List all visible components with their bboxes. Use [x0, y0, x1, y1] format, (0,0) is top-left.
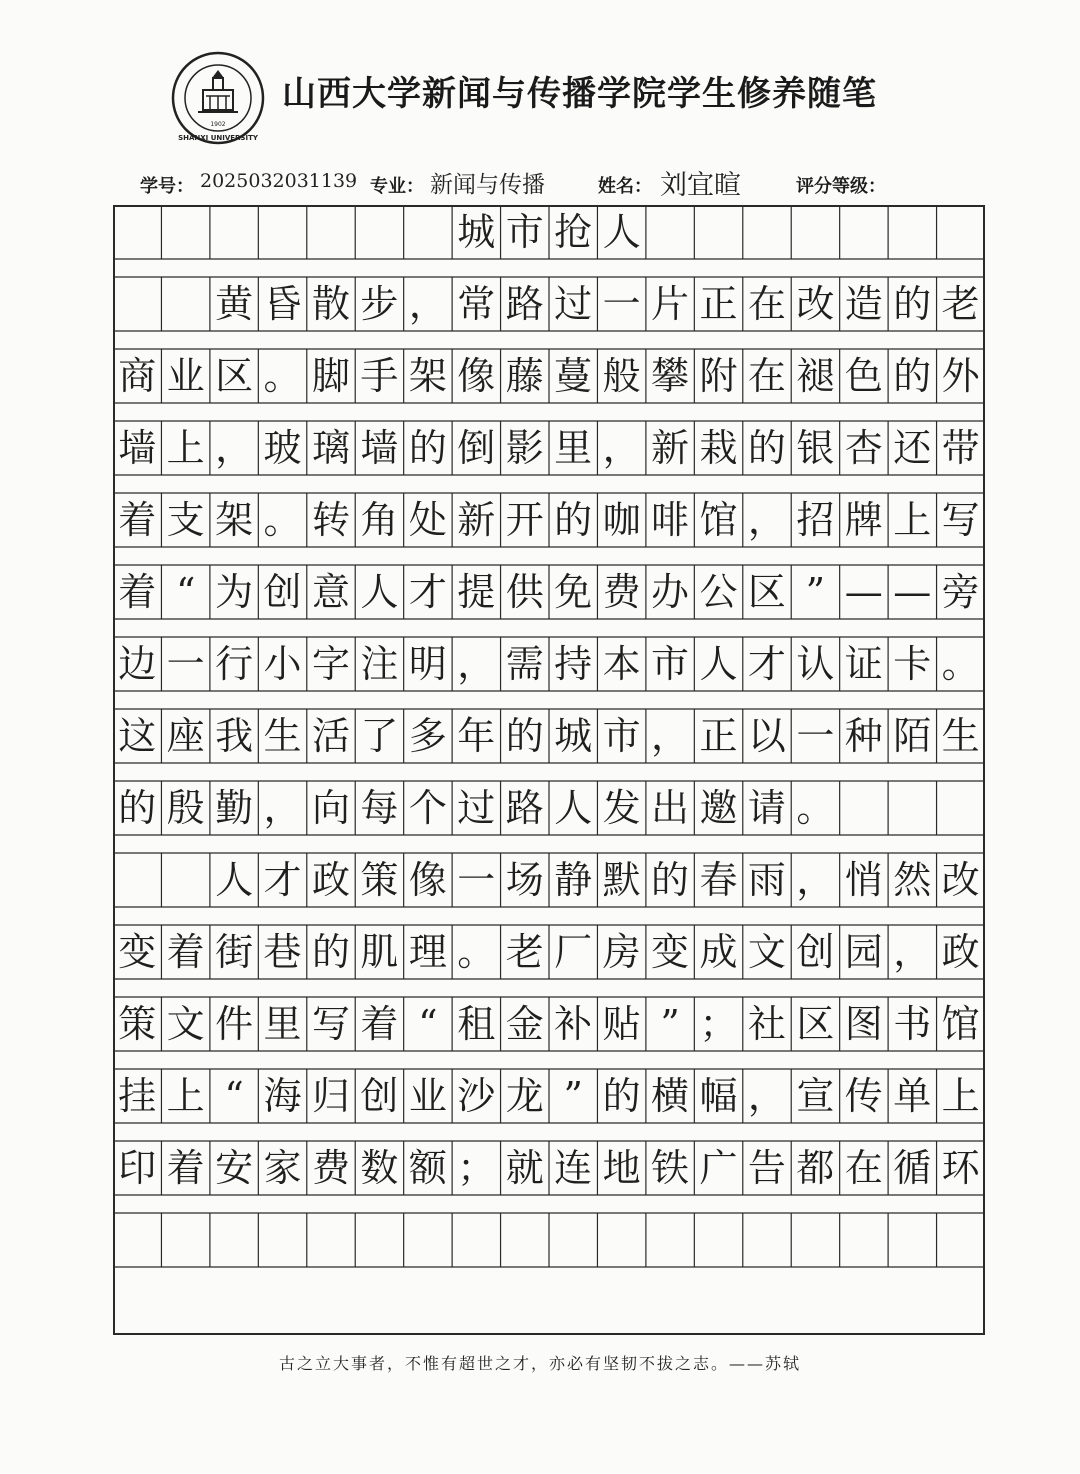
essay-char: 馆	[699, 498, 738, 542]
essay-char: ，	[408, 282, 447, 326]
essay-char: 昏	[263, 282, 302, 326]
essay-char: 支	[166, 498, 205, 542]
essay-char: ”	[805, 570, 826, 614]
essay-char: 路	[505, 786, 544, 830]
title-char	[936, 205, 984, 259]
essay-char: 厂	[554, 930, 593, 974]
essay-char: 路	[505, 282, 544, 326]
essay-char: 写	[941, 498, 980, 542]
university-seal-logo	[170, 50, 266, 146]
essay-char: 脚	[311, 354, 350, 398]
essay-char: 龙	[505, 1074, 544, 1118]
essay-char: 在	[747, 354, 786, 398]
essay-char: 边	[118, 642, 157, 686]
essay-char: 区	[215, 354, 254, 398]
essay-char: ，	[796, 858, 835, 902]
essay-char: 我	[215, 714, 254, 758]
essay-char: 架	[408, 354, 447, 398]
essay-char: 造	[844, 282, 883, 326]
essay-char: 变	[118, 930, 157, 974]
essay-char: 铁	[651, 1146, 690, 1190]
essay-char: 墙	[118, 426, 157, 470]
essay-char: 步	[360, 282, 399, 326]
essay-char: ，	[747, 1074, 786, 1118]
title-char: 市	[505, 210, 544, 254]
essay-char: 银	[796, 426, 835, 470]
student-id-label: 学号：	[140, 176, 194, 197]
title-char	[791, 205, 839, 259]
student-id-value: 2025032031139	[200, 170, 358, 192]
essay-char: 费	[311, 1146, 350, 1190]
essay-char: 证	[844, 642, 883, 686]
essay-char: 新	[457, 498, 496, 542]
title-char	[646, 205, 694, 259]
essay-char: “	[418, 1002, 438, 1046]
title-char: 抢	[554, 210, 593, 254]
name-label: 姓名：	[598, 176, 652, 197]
essay-char: 架	[215, 498, 254, 542]
essay-char: 在	[844, 1146, 883, 1190]
title-char	[888, 205, 936, 259]
title-char	[113, 205, 161, 259]
essay-char: 都	[796, 1146, 835, 1190]
essay-char: 的	[408, 426, 447, 470]
essay-char: 才	[263, 858, 302, 902]
essay-line	[113, 1141, 985, 1195]
essay-char: 过	[554, 282, 593, 326]
essay-char: 向	[311, 786, 350, 830]
essay-char: 黄	[215, 282, 254, 326]
essay-char: 正	[699, 714, 738, 758]
essay-char: 一	[602, 282, 641, 326]
essay-char: 栽	[699, 426, 738, 470]
essay-char: “	[175, 570, 196, 614]
essay-line	[113, 637, 985, 691]
essay-char: 人	[360, 570, 399, 614]
essay-line	[113, 421, 985, 475]
essay-char	[161, 277, 209, 331]
essay-char: 件	[215, 1002, 254, 1046]
essay-char: 。	[263, 498, 302, 542]
essay-char: 了	[360, 714, 399, 758]
essay-char: 散	[311, 282, 350, 326]
essay-char: 创	[796, 930, 835, 974]
title-char	[258, 205, 306, 259]
essay-char: ，	[457, 642, 496, 686]
essay-char: 行	[215, 642, 254, 686]
essay-char: 肌	[360, 930, 399, 974]
essay-char: 卡	[893, 642, 932, 686]
essay-char: 影	[505, 426, 544, 470]
footer-quote: 古之立大事者，不惟有超世之才，亦必有坚韧不拔之志。——苏轼	[278, 1354, 801, 1373]
essay-char: 人	[215, 858, 254, 902]
essay-char: 贴	[602, 1002, 641, 1046]
essay-char: 金	[505, 1002, 544, 1046]
essay-char: 字	[311, 642, 350, 686]
essay-char: 的	[893, 354, 932, 398]
essay-char: —	[893, 570, 932, 614]
essay-char: 挂	[118, 1074, 157, 1118]
essay-char: 种	[844, 714, 883, 758]
essay-char: 为	[215, 570, 254, 614]
essay-char: 座	[166, 714, 205, 758]
essay-char: 小	[263, 642, 302, 686]
essay-char: 地	[602, 1146, 641, 1190]
essay-char: 场	[505, 858, 544, 902]
essay-char: 多	[408, 714, 447, 758]
essay-char: 墙	[360, 426, 399, 470]
essay-char: —	[844, 570, 883, 614]
essay-char: 图	[844, 1002, 883, 1046]
essay-char: 色	[844, 354, 883, 398]
essay-char: 发	[602, 786, 641, 830]
essay-char	[888, 781, 936, 835]
essay-char: 策	[360, 858, 399, 902]
essay-char: 还	[893, 426, 932, 470]
essay-char: 市	[602, 714, 641, 758]
grade-label: 评分等级：	[796, 176, 886, 197]
essay-line	[113, 925, 985, 979]
essay-char: 手	[360, 354, 399, 398]
major-value: 新闻与传播	[430, 172, 545, 198]
essay-char: 就	[505, 1146, 544, 1190]
essay-char: 勤	[215, 786, 254, 830]
essay-char: 杏	[844, 426, 883, 470]
essay-char: 这	[118, 714, 157, 758]
page-title: 山西大学新闻与传播学院学生修养随笔	[282, 74, 877, 114]
essay-char: 供	[505, 570, 544, 614]
essay-char: 在	[747, 282, 786, 326]
essay-char: 藤	[505, 354, 544, 398]
essay-char: 明	[408, 642, 447, 686]
essay-char: 常	[457, 282, 496, 326]
essay-char: 生	[941, 714, 980, 758]
essay-char: 静	[554, 858, 593, 902]
essay-line	[113, 853, 985, 907]
essay-char: 连	[554, 1146, 593, 1190]
essay-char: ；	[699, 1002, 738, 1046]
essay-char: 房	[602, 930, 641, 974]
essay-char: 书	[893, 1002, 932, 1046]
essay-line	[113, 565, 985, 619]
title-char	[404, 205, 452, 259]
essay-char: 活	[311, 714, 350, 758]
essay-char: 本	[602, 642, 641, 686]
essay-char: 业	[166, 354, 205, 398]
essay-char: ”	[660, 1002, 680, 1046]
essay-char: 人	[554, 786, 593, 830]
essay-char: 带	[941, 426, 980, 470]
essay-char: 额	[408, 1146, 447, 1190]
essay-char: 政	[941, 930, 980, 974]
essay-char: 区	[796, 1002, 835, 1046]
essay-char: 里	[263, 1002, 302, 1046]
essay-char: 广	[699, 1146, 738, 1190]
essay-char: 的	[554, 498, 593, 542]
essay-char: 上	[166, 426, 205, 470]
essay-char: 处	[408, 498, 447, 542]
essay-char: 改	[941, 858, 980, 902]
essay-char: ”	[563, 1074, 583, 1118]
essay-char: 外	[941, 354, 980, 398]
essay-char: 的	[651, 858, 690, 902]
essay-char: 上	[166, 1074, 205, 1118]
name-value: 刘宜暄	[660, 170, 741, 201]
essay-char: 海	[263, 1074, 302, 1118]
essay-char: 传	[844, 1074, 883, 1118]
essay-char: 开	[505, 498, 544, 542]
essay-char: 像	[457, 354, 496, 398]
essay-char: 一	[166, 642, 205, 686]
essay-char: 啡	[651, 498, 690, 542]
essay-char: 的	[505, 714, 544, 758]
essay-char: 默	[602, 858, 641, 902]
essay-char: 般	[602, 354, 641, 398]
essay-char: 然	[893, 858, 932, 902]
essay-char: 老	[505, 930, 544, 974]
essay-line	[113, 349, 985, 403]
essay-char: 循	[893, 1146, 932, 1190]
title-char	[307, 205, 355, 259]
essay-char: 幅	[699, 1074, 738, 1118]
essay-char: 咖	[602, 498, 641, 542]
essay-char: 归	[311, 1074, 350, 1118]
essay-char: 租	[457, 1002, 496, 1046]
essay-char: ；	[457, 1146, 496, 1190]
essay-line	[113, 1069, 985, 1123]
essay-char: 的	[893, 282, 932, 326]
essay-char: 春	[699, 858, 738, 902]
essay-char: 雨	[747, 858, 786, 902]
essay-char: ，	[263, 786, 302, 830]
essay-char: 持	[554, 642, 593, 686]
essay-char: 着	[118, 570, 157, 614]
essay-line	[113, 493, 985, 547]
essay-char: 办	[651, 570, 690, 614]
essay-char: 。	[457, 930, 496, 974]
essay-char: 才	[408, 570, 447, 614]
essay-char: 意	[311, 570, 350, 614]
essay-char: 以	[747, 714, 786, 758]
essay-char: “	[224, 1074, 244, 1118]
essay-char: 。	[941, 642, 980, 686]
essay-char: 正	[699, 282, 738, 326]
essay-title	[113, 205, 985, 259]
essay-char: 的	[311, 930, 350, 974]
essay-char	[113, 277, 161, 331]
essay-line	[113, 781, 985, 835]
essay-char: 璃	[311, 426, 350, 470]
essay-char: 商	[118, 354, 157, 398]
essay-char: 写	[311, 1002, 350, 1046]
essay-char: 巷	[263, 930, 302, 974]
essay-char: 创	[263, 570, 302, 614]
essay-char: 改	[796, 282, 835, 326]
essay-char: ，	[602, 426, 641, 470]
essay-char	[161, 853, 209, 907]
essay-char: 需	[505, 642, 544, 686]
essay-char: 文	[747, 930, 786, 974]
essay-char: 沙	[457, 1074, 496, 1118]
essay-char: 上	[941, 1074, 980, 1118]
essay-char: 策	[118, 1002, 157, 1046]
essay-char: 社	[747, 1002, 786, 1046]
essay-char: 转	[311, 498, 350, 542]
essay-char: 区	[747, 570, 786, 614]
essay-char: 公	[699, 570, 738, 614]
essay-char: 费	[602, 570, 641, 614]
essay-char: 片	[651, 282, 690, 326]
essay-char: 个	[408, 786, 447, 830]
essay-char: 蔓	[554, 354, 593, 398]
essay-char: 园	[844, 930, 883, 974]
essay-char: 一	[796, 714, 835, 758]
essay-char: 过	[457, 786, 496, 830]
essay-char: 上	[893, 498, 932, 542]
essay-char: 补	[554, 1002, 593, 1046]
essay-char: ，	[651, 714, 690, 758]
essay-char: 文	[166, 1002, 205, 1046]
essay-char: 请	[747, 786, 786, 830]
essay-char: 市	[651, 642, 690, 686]
essay-char: 安	[215, 1146, 254, 1190]
essay-char: 宣	[796, 1074, 835, 1118]
essay-char: 馆	[941, 1002, 980, 1046]
essay-char: 着	[118, 498, 157, 542]
essay-char: 旁	[941, 570, 980, 614]
essay-char: 的	[602, 1074, 641, 1118]
title-char	[840, 205, 888, 259]
essay-char: 印	[118, 1146, 157, 1190]
essay-char: 邀	[699, 786, 738, 830]
student-info-row	[140, 172, 1000, 202]
essay-char: 年	[457, 714, 496, 758]
essay-char: 殷	[166, 786, 205, 830]
essay-char: 陌	[893, 714, 932, 758]
essay-char: 成	[699, 930, 738, 974]
essay-writing-grid	[113, 205, 985, 1335]
essay-char: 数	[360, 1146, 399, 1190]
essay-char: 免	[554, 570, 593, 614]
essay-char: 单	[893, 1074, 932, 1118]
essay-char: 注	[360, 642, 399, 686]
essay-char: 家	[263, 1146, 302, 1190]
essay-char: 政	[311, 858, 350, 902]
svg-text:1902: 1902	[210, 121, 226, 128]
essay-char: 街	[215, 930, 254, 974]
essay-char: 城	[554, 714, 593, 758]
svg-text:SHANXI UNIVERSITY: SHANXI UNIVERSITY	[178, 134, 258, 142]
essay-line	[113, 277, 985, 331]
essay-char	[840, 781, 888, 835]
essay-char: 每	[360, 786, 399, 830]
essay-char: 提	[457, 570, 496, 614]
essay-char: 认	[796, 642, 835, 686]
essay-char: ，	[893, 930, 932, 974]
essay-char: 横	[651, 1074, 690, 1118]
essay-char: 。	[796, 786, 835, 830]
essay-char: 的	[118, 786, 157, 830]
essay-char: 人	[699, 642, 738, 686]
essay-char	[113, 853, 161, 907]
essay-char: 悄	[844, 858, 883, 902]
essay-char: 。	[263, 354, 302, 398]
essay-char: 褪	[796, 354, 835, 398]
essay-char: 攀	[651, 354, 690, 398]
essay-char: 着	[360, 1002, 399, 1046]
essay-char: 老	[941, 282, 980, 326]
essay-char	[936, 781, 984, 835]
title-char: 人	[602, 210, 641, 254]
essay-line	[113, 997, 985, 1051]
essay-char: 像	[408, 858, 447, 902]
title-char	[355, 205, 403, 259]
title-char	[161, 205, 209, 259]
essay-char: 一	[457, 858, 496, 902]
essay-char: 创	[360, 1074, 399, 1118]
essay-char: 里	[554, 426, 593, 470]
essay-char: ，	[747, 498, 786, 542]
essay-char: 的	[747, 426, 786, 470]
essay-char: ，	[215, 426, 254, 470]
title-char	[694, 205, 742, 259]
essay-char: 业	[408, 1074, 447, 1118]
major-label: 专业：	[370, 176, 424, 197]
essay-char: 新	[651, 426, 690, 470]
essay-char: 角	[360, 498, 399, 542]
essay-char: 告	[747, 1146, 786, 1190]
essay-char: 变	[651, 930, 690, 974]
essay-line	[113, 709, 985, 763]
essay-char: 出	[651, 786, 690, 830]
title-char	[210, 205, 258, 259]
essay-char: 理	[408, 930, 447, 974]
essay-char: 才	[747, 642, 786, 686]
essay-char: 倒	[457, 426, 496, 470]
essay-char: 玻	[263, 426, 302, 470]
essay-char: 着	[166, 930, 205, 974]
title-char	[743, 205, 791, 259]
essay-char: 着	[166, 1146, 205, 1190]
essay-char: 招	[796, 498, 835, 542]
essay-char: 环	[941, 1146, 980, 1190]
essay-char: 附	[699, 354, 738, 398]
essay-char: 牌	[844, 498, 883, 542]
title-char: 城	[457, 210, 496, 254]
essay-char: 生	[263, 714, 302, 758]
